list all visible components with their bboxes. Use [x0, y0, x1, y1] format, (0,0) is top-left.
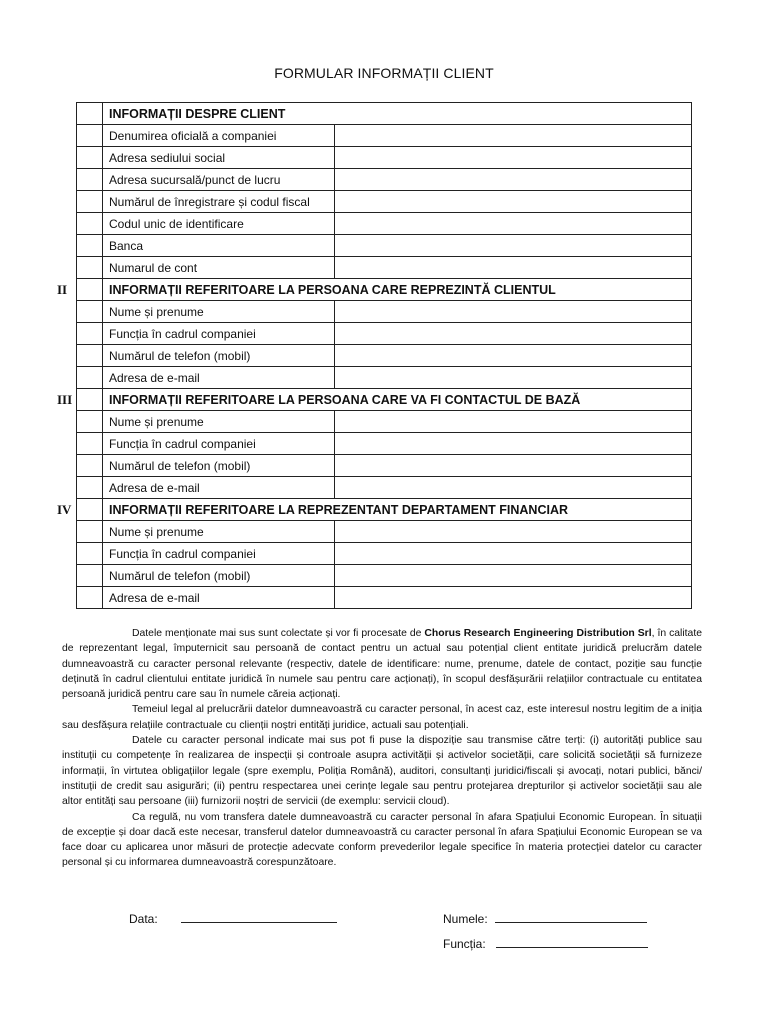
function-label: Funcția:	[443, 937, 486, 951]
field-value-cell[interactable]	[335, 411, 692, 433]
field-label: Funcția în cadrul companiei	[103, 543, 335, 565]
row-number-cell	[77, 323, 103, 345]
row-number-cell	[77, 257, 103, 279]
section-header-row	[77, 389, 692, 411]
row-number-cell	[77, 565, 103, 587]
field-row	[77, 257, 692, 279]
field-value-cell[interactable]	[335, 345, 692, 367]
field-label: Numărul de telefon (mobil)	[103, 565, 335, 587]
section-heading: INFORMAȚII REFERITOARE LA PERSOANA CARE VA FI CONTACTUL DE BAZĂ	[103, 389, 692, 411]
paragraph-1-end: , în calitate de reprezentant legal, împuternicit sau persoană de contact pentru un actual sau potențial client entitate juridică prelucrăm datele dumneavoastră cu caracter personal relevante (respectiv, datele de identificare: nume, prenume, datele de contact, poziție sau funcție deținută în cadrul clientului entitate juridică în numele sau pentru care acționați), în scopul desfășurării relațiilor contractuale cu entitatea persoană juridică pentru care sau în numele căreia acționați.	[62, 628, 702, 701]
row-number-cell	[77, 521, 103, 543]
section-heading: INFORMAȚII DESPRE CLIENT	[103, 103, 692, 125]
field-value-cell[interactable]	[335, 191, 692, 213]
row-number-cell	[77, 543, 103, 565]
field-row	[77, 169, 692, 191]
field-value-cell[interactable]	[335, 477, 692, 499]
row-number-cell	[77, 301, 103, 323]
field-row	[77, 587, 692, 609]
field-row	[77, 125, 692, 147]
field-row	[77, 191, 692, 213]
row-number-cell	[77, 367, 103, 389]
field-value-cell[interactable]	[335, 323, 692, 345]
field-value-cell[interactable]	[335, 433, 692, 455]
field-label: Numarul de cont	[103, 257, 335, 279]
field-label: Funcția în cadrul companiei	[103, 433, 335, 455]
field-row	[77, 213, 692, 235]
field-label: Nume și prenume	[103, 301, 335, 323]
field-value-cell[interactable]	[335, 169, 692, 191]
field-label: Numărul de telefon (mobil)	[103, 455, 335, 477]
date-line[interactable]	[181, 912, 337, 923]
row-number-cell	[77, 345, 103, 367]
field-label: Codul unic de identificare	[103, 213, 335, 235]
section-number: IV	[57, 502, 72, 517]
row-number-cell	[77, 477, 103, 499]
document-title: FORMULAR INFORMAȚII CLIENT	[274, 65, 494, 81]
section-number-cell	[57, 279, 103, 301]
section-header-row	[77, 499, 692, 521]
field-row	[77, 411, 692, 433]
field-row	[77, 565, 692, 587]
field-value-cell[interactable]	[335, 455, 692, 477]
field-value-cell[interactable]	[335, 147, 692, 169]
field-row	[77, 455, 692, 477]
client-info-table	[57, 102, 692, 609]
field-row	[77, 147, 692, 169]
paragraph-1-start: Datele menționate mai sus sunt colectate și vor fi procesate de	[132, 628, 425, 639]
field-row	[77, 521, 692, 543]
field-value-cell[interactable]	[335, 565, 692, 587]
field-row	[77, 477, 692, 499]
row-number-cell	[77, 235, 103, 257]
field-value-cell[interactable]	[335, 587, 692, 609]
field-label: Banca	[103, 235, 335, 257]
field-label: Nume și prenume	[103, 411, 335, 433]
field-value-cell[interactable]	[335, 235, 692, 257]
name-signature-field[interactable]	[443, 912, 647, 926]
name-line[interactable]	[495, 912, 647, 923]
field-row	[77, 301, 692, 323]
field-value-cell[interactable]	[335, 257, 692, 279]
field-row	[77, 367, 692, 389]
field-row	[77, 433, 692, 455]
section-heading: INFORMAȚII REFERITOARE LA PERSOANA CARE REPREZINTĂ CLIENTUL	[103, 279, 692, 301]
section-header-row	[77, 279, 692, 301]
field-label: Nume și prenume	[103, 521, 335, 543]
field-value-cell[interactable]	[335, 543, 692, 565]
row-number-cell	[77, 587, 103, 609]
field-label: Numărul de telefon (mobil)	[103, 345, 335, 367]
field-value-cell[interactable]	[335, 301, 692, 323]
row-number-cell	[77, 169, 103, 191]
paragraph-1	[62, 626, 702, 702]
section-number-cell	[57, 389, 103, 411]
section-number: II	[57, 282, 68, 297]
row-number-cell	[77, 125, 103, 147]
date-label: Data:	[129, 912, 158, 926]
field-value-cell[interactable]	[335, 521, 692, 543]
date-signature-field[interactable]	[129, 912, 337, 926]
row-number-cell	[77, 455, 103, 477]
row-number-cell	[77, 433, 103, 455]
privacy-notice	[62, 626, 702, 871]
paragraph-3: Datele cu caracter personal indicate mai sus pot fi puse la dispoziție sau transmise către terți: (i) autorități publice sau instituții cu competențe în realizarea de inspecții și controale asupra activității și activelor societății, care solicită societății să furnizeze informații, în virtutea obligațiilor legale (spre exemplu, Poliția Română), auditori, consultanți juridici/fiscali și avocați, notari publici, bănci/ instituții de credit sau asigurări; (ii) pentru respectarea unei cerințe legale sau pentru protejarea drepturilor și activelor societății sau ale altor entități sau persoane (iii) furnizorii noștri de servicii (de exemplu: servicii cloud).	[62, 735, 702, 808]
row-number-cell	[77, 213, 103, 235]
field-label: Numărul de înregistrare și codul fiscal	[103, 191, 335, 213]
paragraph-2: Temeiul legal al prelucrării datelor dumneavoastră cu caracter personal, în acest caz, este interesul nostru legitim de a iniția sau desfășura relațiile contractuale cu clienții noștri entități juridice, actuali sau potențiali.	[62, 704, 702, 731]
field-row	[77, 543, 692, 565]
section-number-cell	[57, 499, 103, 521]
section-heading: INFORMAȚII REFERITOARE LA REPREZENTANT DEPARTAMENT FINANCIAR	[103, 499, 692, 521]
section-number-cell	[77, 103, 103, 125]
paragraph-4: Ca regulă, nu vom transfera datele dumneavoastră cu caracter personal în afara Spațiului Economic European. În situații de excepție și doar dacă este necesar, transferul datelor dumneavoastră cu caracter personal în afara Spațiului Economic European se va face doar cu aplicarea unor măsuri de protecție adecvate conform prevederilor legale specifice în materia protecției datelor cu caracter personal și cu informarea dumneavoastră corespunzătoare.	[62, 811, 702, 869]
field-label: Denumirea oficială a companiei	[103, 125, 335, 147]
function-signature-field[interactable]	[443, 937, 648, 951]
field-label: Adresa sucursală/punct de lucru	[103, 169, 335, 191]
field-row	[77, 323, 692, 345]
field-value-cell[interactable]	[335, 125, 692, 147]
field-label: Adresa sediului social	[103, 147, 335, 169]
field-row	[77, 235, 692, 257]
field-label: Funcția în cadrul companiei	[103, 323, 335, 345]
row-number-cell	[77, 147, 103, 169]
row-number-cell	[77, 411, 103, 433]
field-value-cell[interactable]	[335, 367, 692, 389]
name-label: Numele:	[443, 912, 488, 926]
function-line[interactable]	[496, 937, 648, 948]
field-row	[77, 345, 692, 367]
company-name: Chorus Research Engineering Distribution Srl	[424, 628, 652, 639]
section-header-row	[77, 103, 692, 125]
section-number: III	[57, 392, 73, 407]
field-label: Adresa de e-mail	[103, 587, 335, 609]
field-label: Adresa de e-mail	[103, 367, 335, 389]
row-number-cell	[77, 191, 103, 213]
field-label: Adresa de e-mail	[103, 477, 335, 499]
field-value-cell[interactable]	[335, 213, 692, 235]
